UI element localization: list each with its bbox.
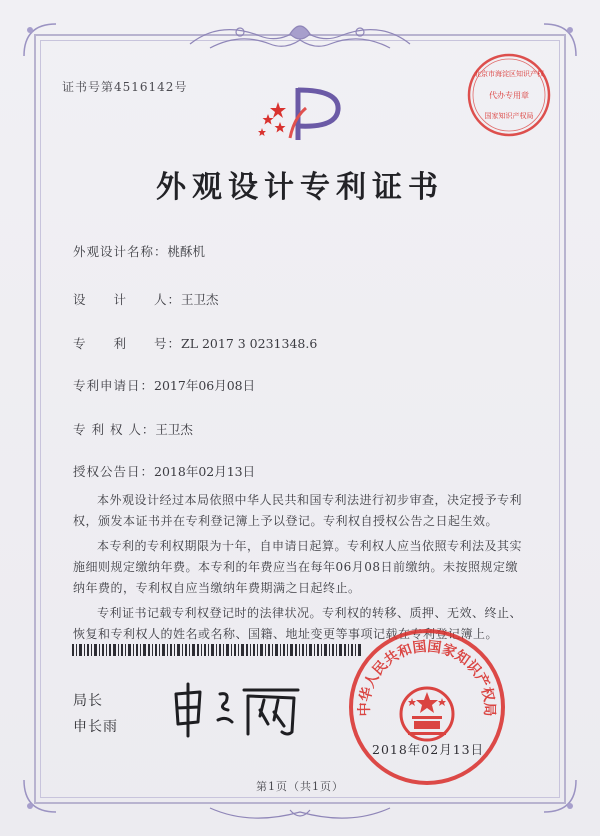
director-signature: [168, 680, 308, 740]
director-title: 局长: [73, 693, 103, 709]
paragraph-grant: 本外观设计经过本局依照中华人民共和国专利法进行初步审查，决定授予专利权，颁发本证书并在专利登记簿上予以登记。专利权自授权公告之日起生效。: [73, 493, 523, 528]
top-ornament: [180, 14, 420, 58]
application-date-label: 专利申请日：: [73, 378, 155, 393]
patentee-label: 专 利 权 人：: [73, 422, 156, 437]
national-emblem-icon: [401, 688, 453, 740]
application-date-value: 2017年06月08日: [154, 378, 256, 393]
field-application-date: [73, 376, 255, 394]
barcode: [72, 644, 362, 656]
national-ip-seal: [348, 628, 506, 786]
designer-value: 王卫杰: [181, 292, 219, 307]
corner-ornament-tl: [20, 20, 60, 60]
field-design-name: [73, 242, 205, 260]
design-name-value: 桃酥机: [167, 244, 206, 259]
field-grant-date: [73, 462, 255, 480]
director-name: 申长雨: [73, 719, 118, 735]
field-designer: [73, 290, 219, 308]
paragraph-term-fees: 本专利的专利权期限为十年，自申请日起算。专利权人应当依照专利法及其实施细则规定缴纳年费。本专利的年费应当在每年06月08日前缴纳。未按照规定缴纳年费的，专利权自应当缴纳年费期满之日起终止。: [73, 539, 523, 595]
patentee-value: 王卫杰: [155, 422, 193, 437]
patent-number-label: 专 利 号：: [73, 336, 182, 351]
design-name-label: 外观设计名称：: [73, 244, 168, 259]
agency-seal-small: [464, 50, 554, 140]
grant-date-label: 授权公告日：: [73, 464, 155, 479]
field-patentee: [73, 420, 193, 438]
big-seal-text: 中华人民共和国国家知识产权局: [356, 638, 498, 717]
bottom-ornament: [200, 800, 400, 830]
patent-number-value: ZL 2017 3 0231348.6: [181, 336, 318, 351]
designer-label: 设 计 人：: [73, 292, 182, 307]
paragraph-legal-status: 专利证书记载专利权登记时的法律状况。专利权的转移、质押、无效、终止、恢复和专利权人的姓名或名称、国籍、地址变更等事项记载在专利登记簿上。: [73, 606, 523, 641]
page-footer: 第1页（共1页）: [256, 780, 344, 793]
certificate-number: 证书号第4516142号: [62, 80, 188, 94]
grant-date-value: 2018年02月13日: [154, 464, 256, 479]
certificate-body: [73, 490, 529, 649]
field-patent-number: [73, 334, 317, 352]
seal-date: 2018年02月13日: [372, 742, 485, 757]
small-seal-text-top: 北京市海淀区知识产权: [474, 70, 544, 78]
patent-office-logo: [250, 78, 350, 148]
small-seal-text-bottom: 国家知识产权局: [484, 112, 534, 120]
small-seal-text-mid: 代办专用章: [489, 91, 529, 100]
certificate-title: 外观设计专利证书: [156, 170, 444, 205]
